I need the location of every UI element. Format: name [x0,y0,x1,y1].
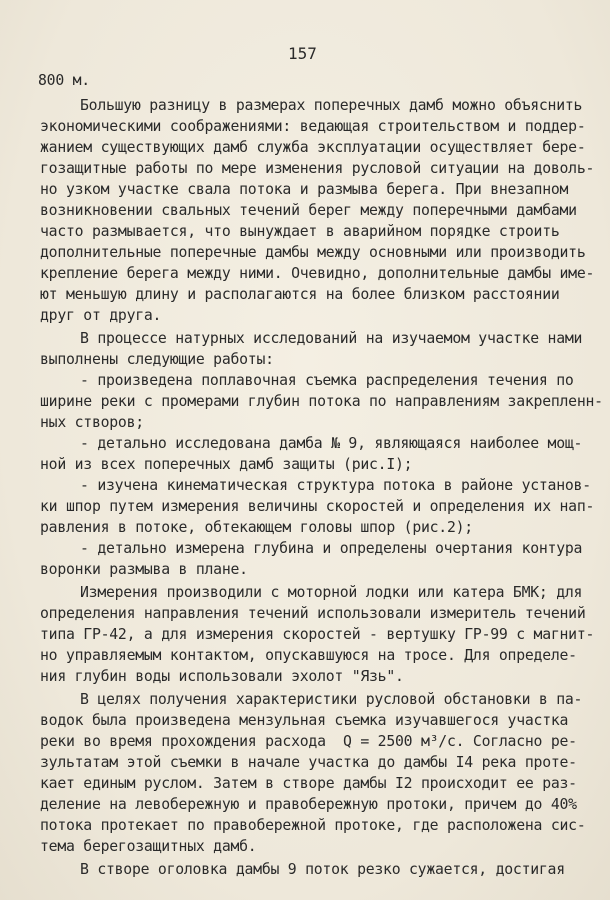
page-number: 157 [288,44,317,63]
text-line: но узком участке свала потока и размыва берега. При внезапном [40,181,569,198]
text-line: ширине реки с промерами глубин потока по направлениям закрепленн- [40,393,603,410]
text-line: зультатам этой съемки в начале участка до дамбы I4 река проте- [40,754,577,771]
text-line: гозащитные работы по мере изменения русловой ситуации на доволь- [40,160,595,177]
text-line: - детально измерена глубина и определены очертания контура [80,540,583,557]
text-line: тема берегозащитных дамб. [40,838,257,855]
text-line: возникновении свальных течений берег между поперечными дамбами [40,202,577,219]
text-line: типа ГР-42, а для измерения скоростей - вертушку ГР-99 с магнит- [40,626,595,643]
text-line: определения направления течений использовали измеритель течений [40,605,586,622]
text-line: воронки размыва в плане. [40,561,248,578]
text-line: ют меньшую длину и располагаются на более близком расстоянии [40,286,560,303]
text-line: экономическими соображениями: ведающая строительством и поддер- [40,118,586,135]
text-line: водок была произведена мензульная съемка изучавшегося участка [40,712,569,729]
text-line: кает единым руслом. Затем в створе дамбы I2 происходит ее раз- [40,775,577,792]
text-line: реки во время прохождения расхода Q = 2500 м³/с. Согласно ре- [40,733,577,750]
text-line: ной из всех поперечных дамб защиты (рис.I); [40,456,413,473]
text-line: Большую разницу в размерах поперечных дамб можно объяснить [80,97,583,114]
text-line: жанием существующих дамб служба эксплуатации осуществляет бере- [40,139,586,156]
text-line: друг от друга. [40,307,162,324]
text-line: дополнительные поперечные дамбы между основными или производить [40,244,586,261]
text-line: равления в потоке, обтекающем головы шпор (рис.2); [40,519,473,536]
text-line: Измерения производили с моторной лодки или катера БМК; для [80,584,583,601]
text-line: часто размывается, что вынуждает в аварийном порядке строить [40,223,560,240]
text-line: потока протекает по правобережной протоке, где расположена сис- [40,817,586,834]
text-line: - произведена поплавочная съемка распределения течения по [80,372,574,389]
text-line: выполнены следующие работы: [40,351,274,368]
text-line: деление на левобережную и правобережную протоки, причем до 40% [40,796,577,813]
text-line: ки шпор путем измерения величины скоростей и определения их нап- [40,498,595,515]
text-line: крепление берега между ними. Очевидно, дополнительные дамбы име- [40,265,595,282]
text-line: 800 м. [38,72,90,89]
text-line: В целях получения характеристики русловой обстановки в па- [80,691,583,708]
text-line: но управляемым контактом, опускавшуюся на тросе. Для определе- [40,647,577,664]
text-line: - изучена кинематическая структура потока в районе установ- [80,477,591,494]
text-line: - детально исследована дамба № 9, являющаяся наиболее мощ- [80,435,583,452]
text-line: В процессе натурных исследований на изучаемом участке нами [80,330,583,347]
text-line: ных створов; [40,414,144,431]
text-line: ния глубин воды использовали эхолот "Язь". [40,668,404,685]
text-line: В створе оголовка дамбы 9 поток резко сужается, достигая [80,861,565,878]
